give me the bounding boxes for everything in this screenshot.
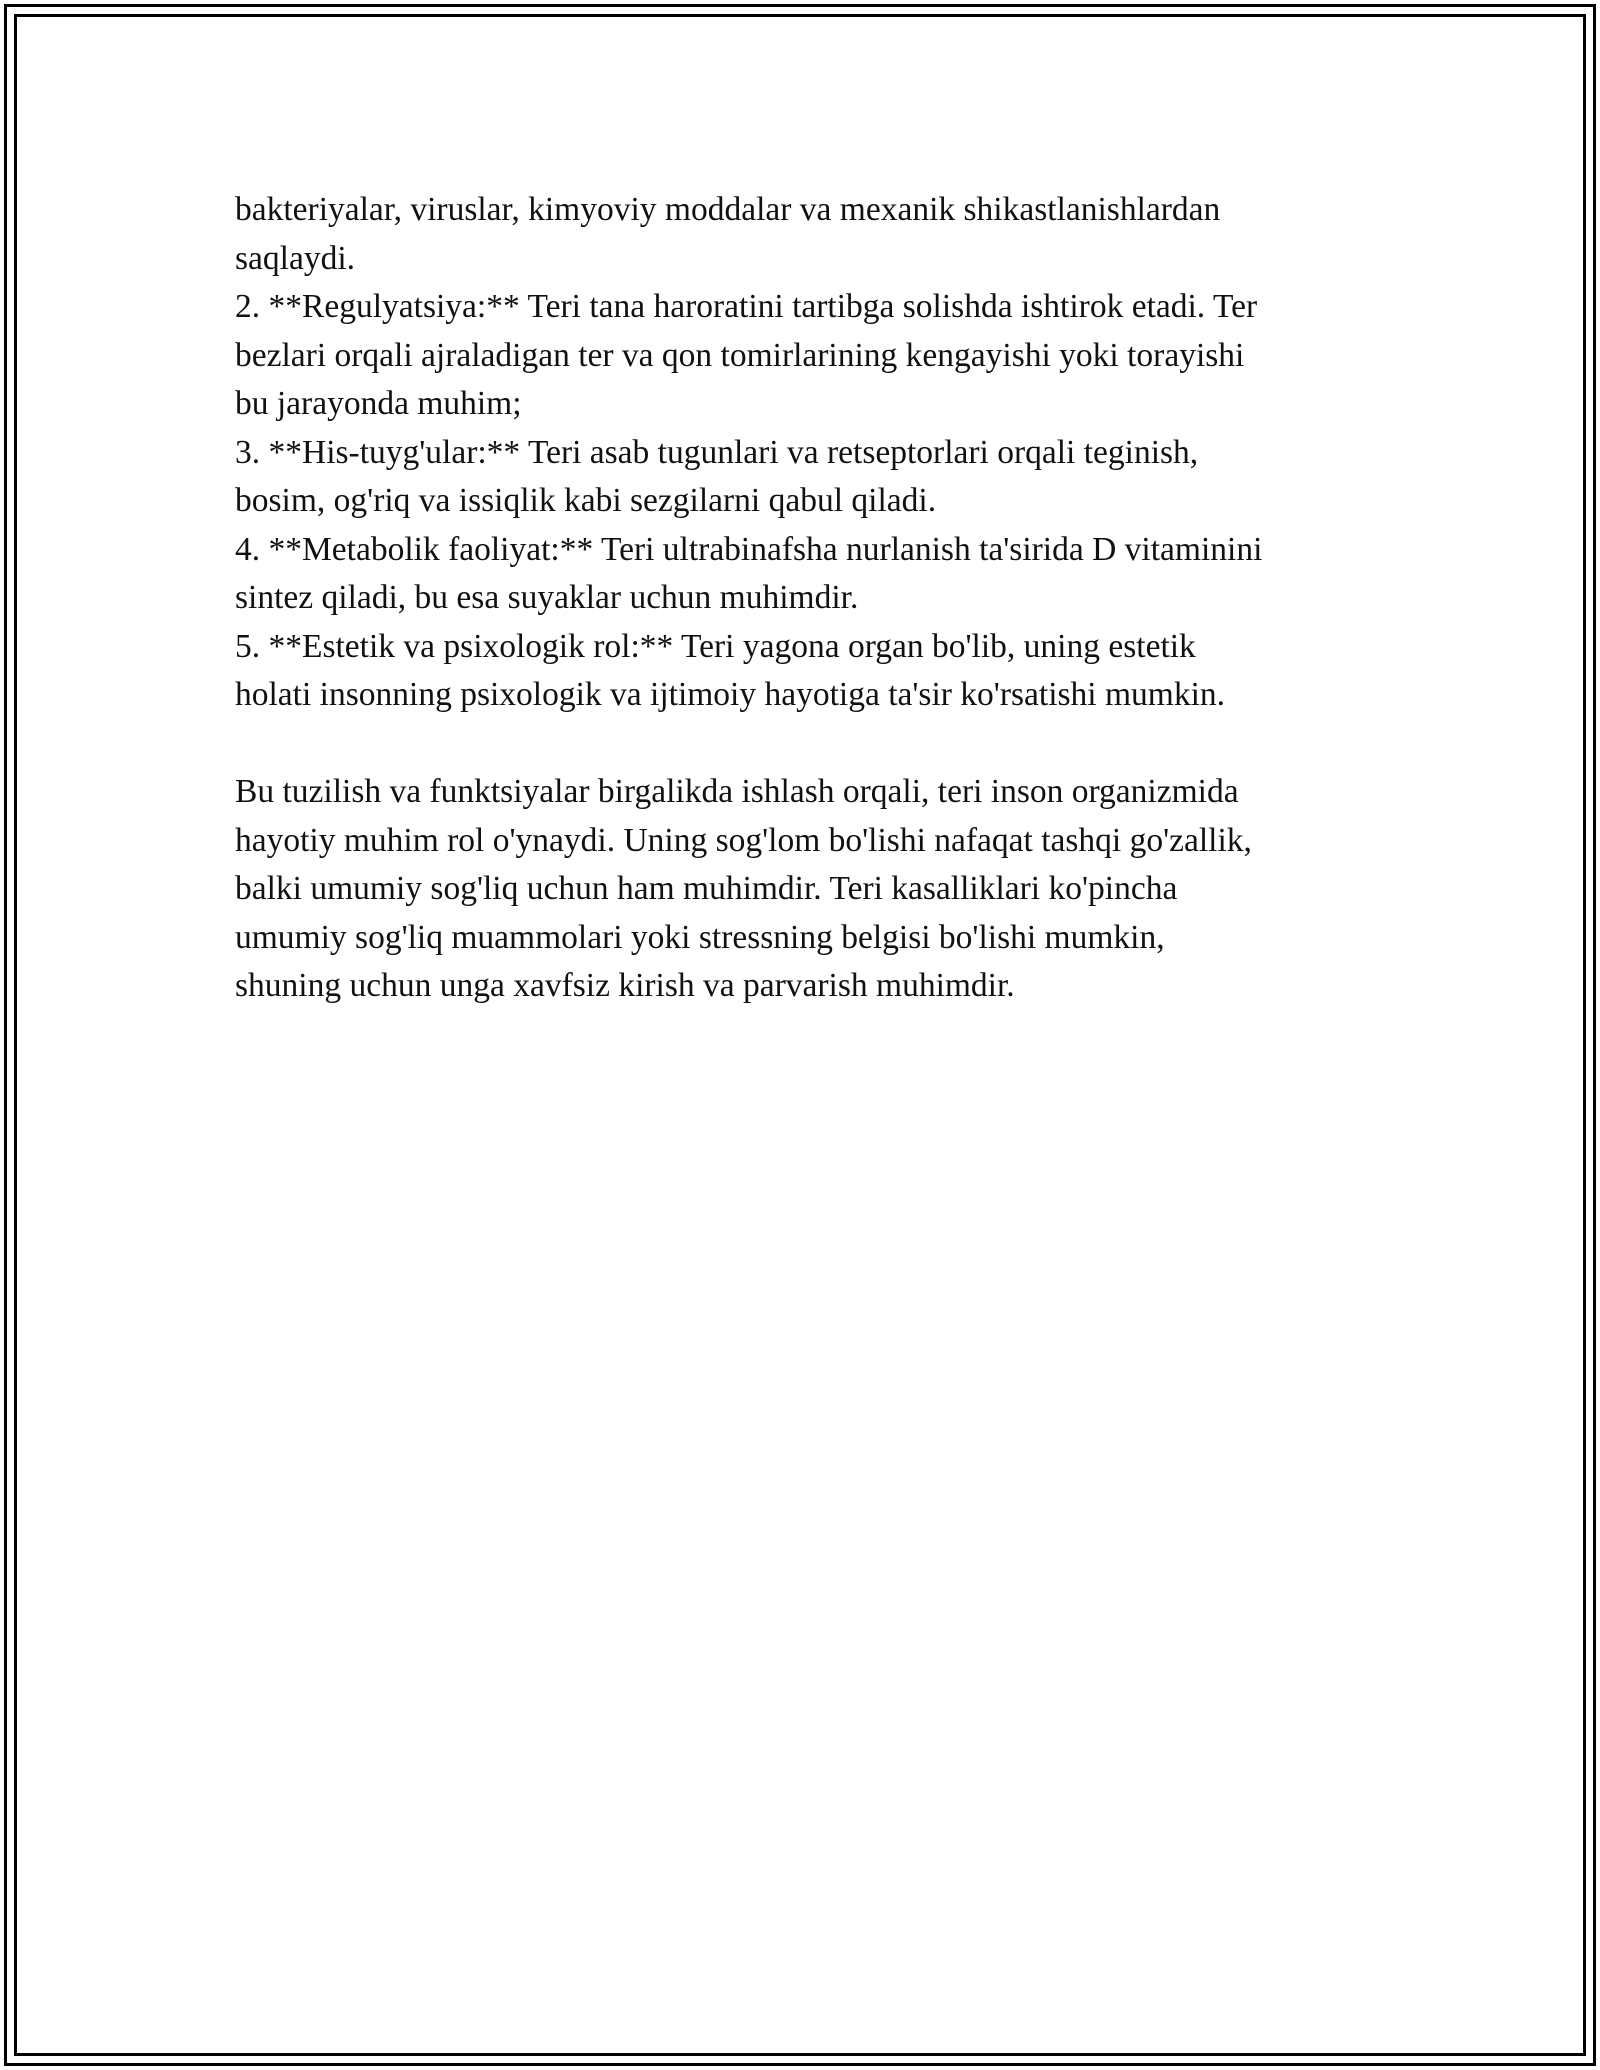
text-line: bosim, og'riq va issiqlik kabi sezgilarni qabul qiladi. <box>235 482 937 519</box>
text-line: saqlaydi. <box>235 239 356 277</box>
text-line: hayotiy muhim rol o'ynaydi. Uning sog'lom bo'lishi nafaqat tashqi go'zallik, <box>235 821 1252 859</box>
list-item-regulation: 2. **Regulyatsiya:** Teri tana haroratini tartibga solishda ishtirok etadi. Ter <box>235 288 1258 325</box>
text-line: bakteriyalar, viruslar, kimyoviy moddalar va mexanik shikastlanishlardan <box>235 191 1221 228</box>
text-line: Bu tuzilish va funktsiyalar birgalikda ishlash orqali, teri inson organizmida <box>235 773 1239 810</box>
list-item-aesthetic: 5. **Estetik va psixologik rol:** Teri yagona organ bo'lib, uning estetik <box>235 627 1196 665</box>
list-item-sensation: 3. **His-tuyg'ular:** Teri asab tugunlari va retseptorlari orqali teginish, <box>235 433 1199 471</box>
text-line: bu jarayonda muhim; <box>235 385 522 422</box>
text-line: bezlari orqali ajraladigan ter va qon tomirlarining kengayishi yoki torayishi <box>235 336 1245 374</box>
text-line: balki umumiy sog'liq uchun ham muhimdir. Teri kasalliklari ko'pincha <box>235 870 1178 907</box>
paragraph-conclusion <box>235 768 1385 1011</box>
text-line: holati insonning psixologik va ijtimoiy hayotiga ta'sir ko'rsatishi mumkin. <box>235 676 1226 713</box>
list-item-metabolic: 4. **Metabolik faoliyat:** Teri ultrabinafsha nurlanish ta'sirida D vitaminini <box>235 530 1263 568</box>
paragraph-gap <box>235 720 1385 769</box>
text-line: shuning uchun unga xavfsiz kirish va parvarish muhimdir. <box>235 967 1015 1004</box>
text-line: umumiy sog'liq muammolari yoki stressning belgisi bo'lishi mumkin, <box>235 918 1165 956</box>
paragraph-functions-list <box>235 186 1385 720</box>
text-line: sintez qiladi, bu esa suyaklar uchun muhimdir. <box>235 579 859 616</box>
document-body <box>235 186 1385 1011</box>
